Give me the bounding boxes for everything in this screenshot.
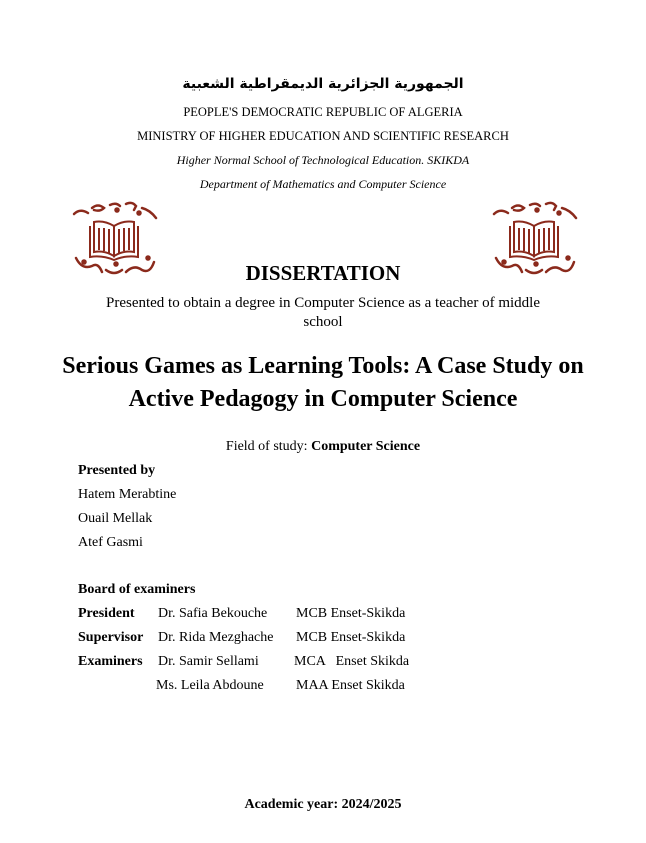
author-name: Ouail Mellak	[78, 511, 153, 526]
board-member-name: Dr. Safia Bekouche	[158, 606, 268, 621]
country-name: PEOPLE'S DEMOCRATIC REPUBLIC OF ALGERIA	[183, 105, 463, 119]
author-name: Hatem Merabtine	[78, 487, 177, 502]
board-member-name: Dr. Rida Mezghache	[158, 630, 274, 645]
ministry-name: MINISTRY OF HIGHER EDUCATION AND SCIENTIFIC RESEARCH	[137, 129, 509, 143]
department-name: Department of Mathematics and Computer Science	[199, 177, 447, 191]
board-member-grade: MAA Enset Skikda	[296, 678, 405, 693]
document-type: DISSERTATION	[245, 261, 401, 285]
field-value: Computer Science	[311, 439, 421, 454]
board-member-grade: MCA Enset Skikda	[294, 654, 410, 669]
board-member-grade: MCB Enset-Skikda	[296, 630, 406, 645]
school-name: Higher Normal School of Technological Education. SKIKDA	[176, 153, 470, 167]
field-label: Field of study:	[225, 439, 312, 454]
academic-year: Academic year: 2024/2025	[244, 797, 402, 812]
field-of-study	[0, 439, 646, 455]
degree-purpose: Presented to obtain a degree in Computer Science as a teacher of middle school	[105, 295, 540, 330]
board-role: Examiners	[78, 654, 143, 669]
arabic-country-name: الجمهورية الجزائرية الديمقراطية الشعبية	[182, 76, 464, 92]
board-label: Board of examiners	[78, 582, 196, 597]
board-member-name: Dr. Samir Sellami	[158, 654, 259, 669]
board-role: Supervisor	[78, 630, 144, 645]
dissertation-title: Serious Games as Learning Tools: A Case Study on Active Pedagogy in Computer Science	[62, 353, 584, 412]
board-member-name: Ms. Leila Abdoune	[156, 678, 264, 693]
board-member-grade: MCB Enset-Skikda	[296, 606, 406, 621]
author-name: Atef Gasmi	[78, 535, 143, 550]
board-role: President	[78, 606, 135, 621]
presented-by-label: Presented by	[78, 463, 156, 478]
